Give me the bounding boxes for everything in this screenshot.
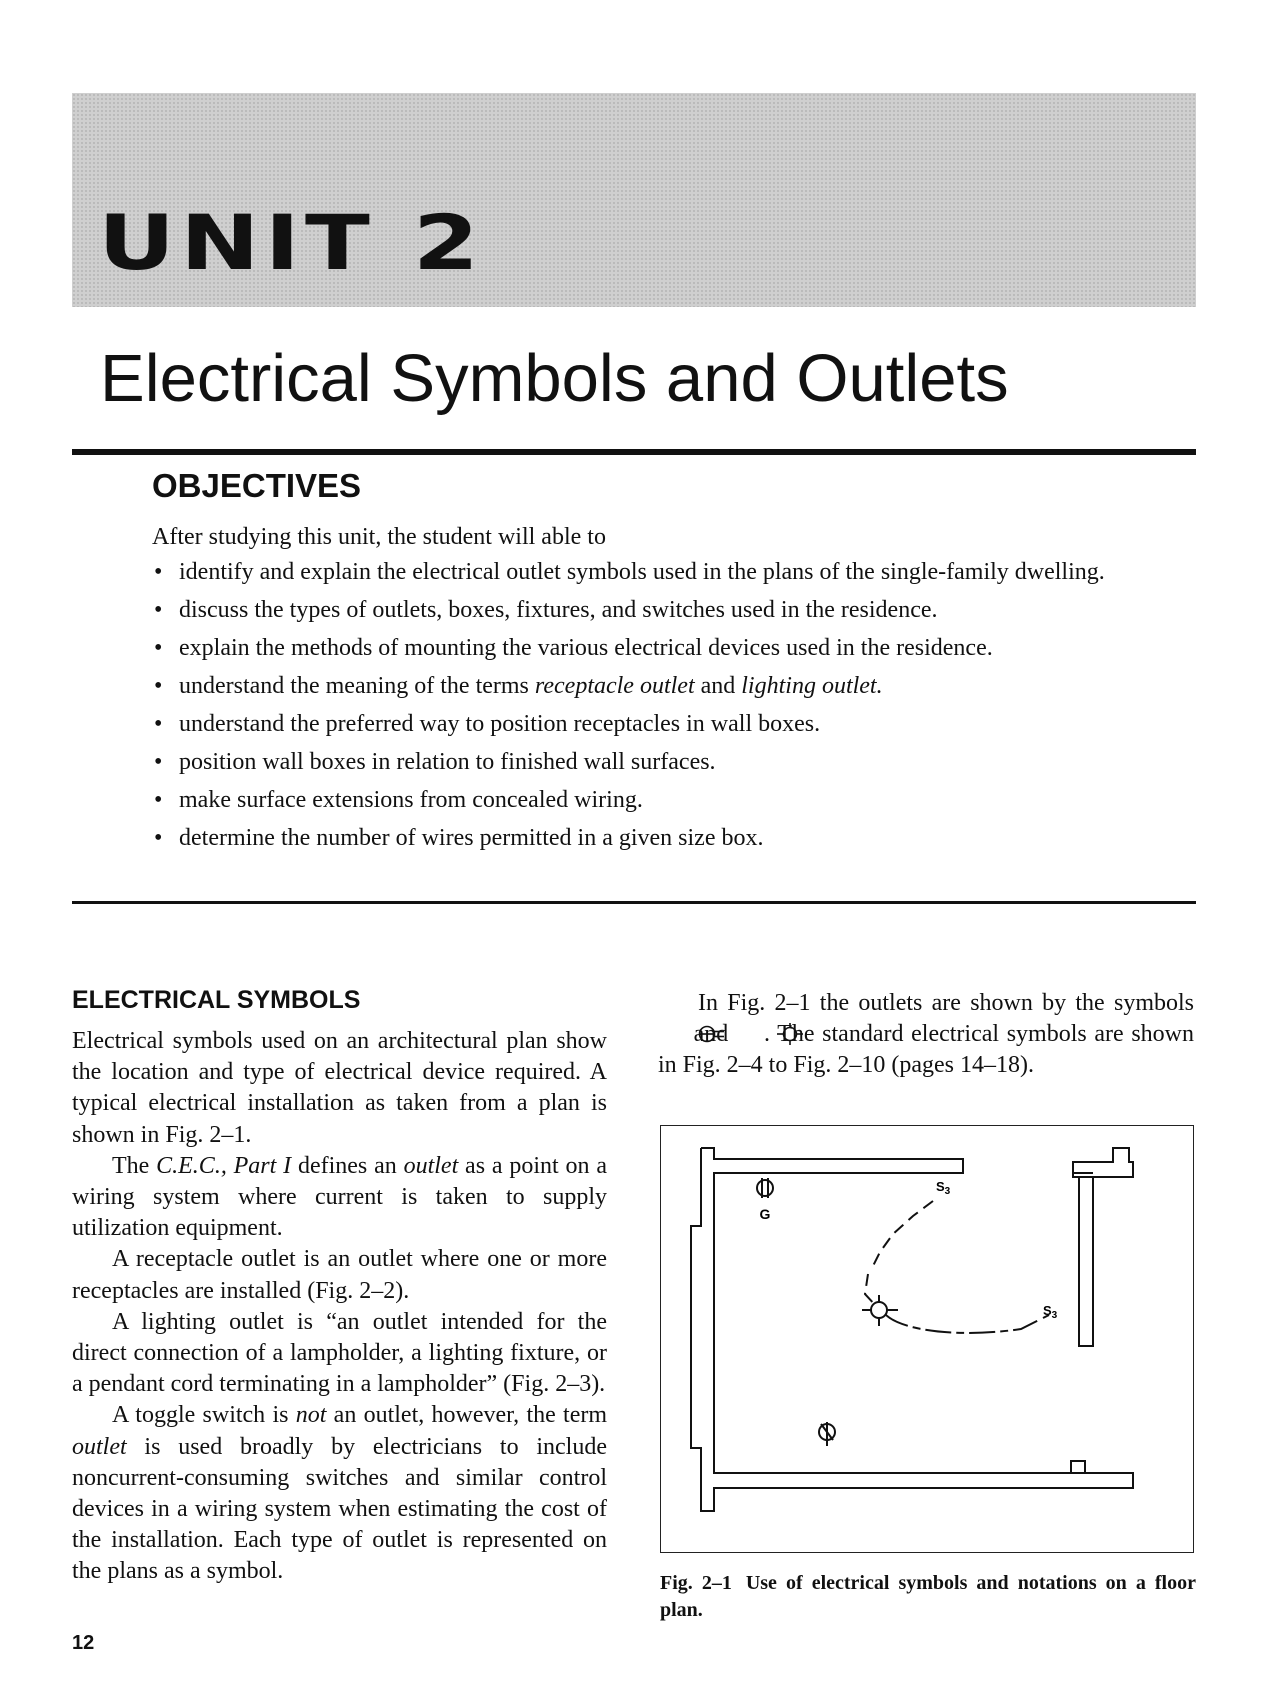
wall-bottom-jamb [1071, 1461, 1085, 1473]
section-heading: ELECTRICAL SYMBOLS [72, 986, 361, 1014]
switch-leg-wiring [865, 1201, 933, 1306]
objective-item: • explain the methods of mounting the various electrical devices used in the residence. [152, 633, 1142, 664]
floor-plan-drawing [661, 1126, 1193, 1552]
text: In Fig. 2–1 the outlets are shown by the symbols [698, 990, 1194, 1016]
term-lighting-outlet: lighting outlet. [741, 673, 883, 699]
term-receptacle-outlet: receptacle outlet [534, 673, 695, 699]
objective-item: • determine the number of wires permitted in a given size box. [152, 823, 1142, 854]
paragraph [72, 1151, 607, 1245]
page-number: 12 [72, 1632, 95, 1654]
objective-text: understand the meaning of the terms [179, 673, 535, 699]
objective-text: and [694, 673, 742, 699]
wall-outline [691, 1148, 1133, 1511]
paragraph: A lighting outlet is “an outlet intended for the direct connection of a lampholder, a lighting fixture, or a pendant cord terminating in a lampholder” (Fig. 2–3). [72, 1308, 607, 1398]
wall-top-right [1073, 1148, 1133, 1177]
divider-bottom [72, 901, 1196, 904]
wall-right [1073, 1177, 1093, 1346]
objective-item: • make surface extensions from concealed wiring. [152, 785, 1142, 816]
objectives-list [152, 557, 1142, 861]
term-not: not [295, 1402, 327, 1429]
switch-subscript: 3 [944, 1186, 951, 1197]
duplex-receptacle-symbol-icon [819, 1422, 835, 1446]
divider-top [72, 449, 1196, 455]
term-outlet: outlet [72, 1433, 127, 1460]
objective-item: • position wall boxes in relation to finished wall surfaces. [152, 747, 1142, 778]
switch-label-top [936, 1179, 951, 1197]
lighting-outlet-symbol-icon [736, 1022, 764, 1046]
objectives-intro: After studying this unit, the student will able to [152, 524, 606, 550]
figure-caption [660, 1570, 1196, 1624]
lighting-outlet-symbol-icon [862, 1295, 898, 1326]
objective-item: • discuss the types of outlets, boxes, fixtures, and switches used in the residence. [152, 595, 1142, 626]
paragraph [72, 1400, 607, 1587]
switch-loop-wiring [885, 1314, 1041, 1333]
body-right-column [658, 988, 1194, 1082]
objectives-heading: OBJECTIVES [152, 467, 362, 504]
body-left-column [72, 988, 607, 1588]
text: defines an [291, 1152, 404, 1179]
text: . The standard electrical symbols are shown in Fig. 2–4 to Fig. 2–10 (pages 14–18). [658, 1021, 1194, 1079]
text: and [686, 1021, 736, 1048]
ground-label: G [759, 1206, 771, 1222]
objective-item: • understand the preferred way to position receptacles in wall boxes. [152, 709, 1142, 740]
switch-label-right [1043, 1303, 1058, 1321]
figure-number: Fig. 2–1 [660, 1572, 732, 1594]
ground-receptacle-symbol-icon [757, 1178, 773, 1198]
term-outlet: outlet [403, 1152, 459, 1179]
objective-item [152, 671, 1142, 702]
switch-subscript: 3 [1051, 1310, 1058, 1321]
term-cec: C.E.C., Part I [156, 1152, 292, 1179]
paragraph: A receptacle outlet is an outlet where one or more receptacles are installed (Fig. 2–2). [72, 1246, 607, 1304]
figure-caption-text: Use of electrical symbols and notations on a floor plan. [660, 1572, 1196, 1621]
text: an outlet, however, the term [326, 1402, 608, 1429]
chapter-title: Electrical Symbols and Outlets [100, 341, 1009, 416]
floor-plan-figure [660, 1125, 1194, 1553]
text: is used broadly by electricians to include noncurrent-consuming switches and similar control devices in a wiring system when estimating the cost of the installation. Each type of outlet is represented on the plans as a symbol. [72, 1433, 607, 1585]
text: as a point on a wiring system where current is taken to supply utilization equipment. [72, 1152, 607, 1242]
text: A toggle switch is [112, 1402, 296, 1429]
objective-item: • identify and explain the electrical outlet symbols used in the plans of the single-family dwelling. [152, 557, 1142, 588]
switch-symbol-letter: S [1043, 1303, 1052, 1318]
duplex-receptacle-symbol-icon [658, 1022, 686, 1046]
unit-label: UNIT 2 [98, 198, 484, 287]
text: The [112, 1152, 157, 1179]
switch-symbol-letter: S [936, 1179, 945, 1194]
paragraph: Electrical symbols used on an architectural plan show the location and type of electrical device required. A typical electrical installation as taken from a plan is shown in Fig. 2–1. [72, 1028, 607, 1148]
paragraph [658, 988, 1194, 1082]
